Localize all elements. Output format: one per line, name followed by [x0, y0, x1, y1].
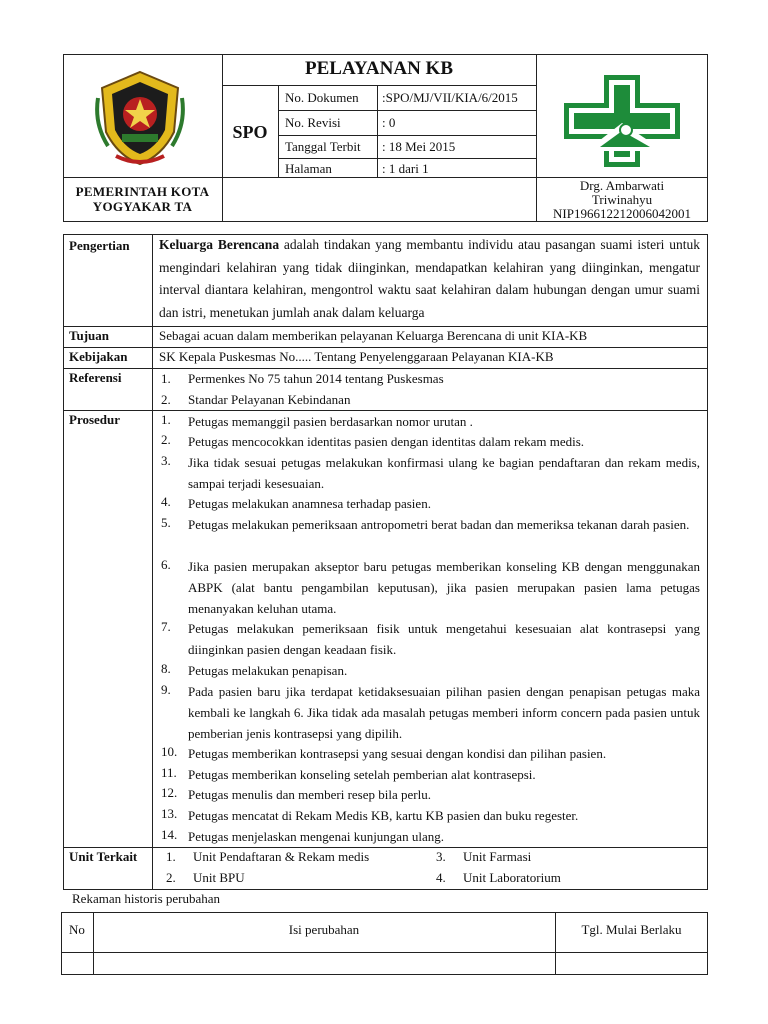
prosedur-step-num: 11. [161, 765, 177, 780]
unit-item: Unit Farmasi [463, 849, 532, 864]
prosedur-step: Petugas melakukan pemeriksaan antropometri berat badan dan memeriksa tekanan darah pasien. [188, 517, 690, 532]
field-label-revisi: No. Revisi [285, 115, 341, 130]
history-caption: Rekaman historis perubahan [72, 891, 221, 906]
pengertian-definition: adalah tindakan yang membantu individu atau pasangan suami isteri untuk mengindari kelahiran yang tidak diinginkan, mendapatkan kelahiran yang diinginkan, mengatur interval diantara kelahiran, mengontrol waktu saat kelahiran dalam hubungan dengan umur suami dan istri, menetukan jumlah anak dalam keluarga [159, 237, 700, 320]
prosedur-step: Petugas mencatat di Rekam Medis KB, kartu KB pasien dan buku regester. [188, 808, 579, 823]
unit-num: 3. [436, 849, 446, 864]
prosedur-step: Petugas memberikan kontrasepsi yang sesuai dengan kondisi dan pilihan pasien. [188, 746, 607, 761]
unit-item: Unit BPU [193, 870, 245, 885]
prosedur-step-num: 6. [161, 557, 171, 572]
kebijakan-label: Kebijakan [69, 349, 128, 364]
prosedur-label: Prosedur [69, 412, 121, 427]
org-name-line1: PEMERINTAH KOTA [75, 184, 210, 199]
prosedur-step: Petugas melakukan penapisan. [188, 663, 348, 678]
unit-num: 1. [166, 849, 176, 864]
referensi-item-1: Permenkes No 75 tahun 2014 tentang Puskesmas [188, 371, 444, 386]
prosedur-step: Pada pasien baru jika terdapat ketidaksesuaian pilihan pasien dengan penapisan petugas maka kembali ke langkah 6. Jika tidak ada masalah petugas memberi inform concern pada pasien untuk pemberian jenis kontrasepsi yang dipilih. [188, 684, 700, 741]
referensi-item-2: Standar Pelayanan Kebindanan [188, 392, 351, 407]
unit-item: Unit Laboratorium [463, 870, 561, 885]
history-col-tgl: Tgl. Mulai Berlaku [581, 922, 682, 937]
field-value-dokumen: :SPO/MJ/VII/KIA/6/2015 [382, 90, 518, 105]
signer-nip: NIP196612212006042001 [553, 206, 691, 221]
field-value-halaman: : 1 dari 1 [382, 161, 429, 176]
org-name-line2: YOGYAKAR TA [92, 199, 193, 214]
field-label-dokumen: No. Dokumen [285, 90, 359, 105]
tujuan-text: Sebagai acuan dalam memberikan pelayanan Keluarga Berencana di unit KIA-KB [159, 328, 588, 343]
prosedur-step: Petugas memberikan konseling setelah pemberian alat kontrasepsi. [188, 767, 536, 782]
prosedur-step: Petugas melakukan pemeriksaan fisik untuk mengetahui kesesuaian alat kontrasepsi yang diinginkan pasien dengan keadaan fisik. [188, 621, 700, 657]
prosedur-step: Petugas menulis dan memberi resep bila perlu. [188, 787, 431, 802]
prosedur-step-num: 13. [161, 806, 178, 821]
spo-label: SPO [232, 122, 268, 142]
yogyakarta-crest-icon [92, 68, 188, 168]
kebijakan-text: SK Kepala Puskesmas No..... Tentang Penyelenggaraan Pelayanan KIA-KB [159, 349, 554, 364]
unit-num: 4. [436, 870, 446, 885]
field-value-tanggal: : 18 Mei 2015 [382, 139, 456, 154]
signer-name-line1: Drg. Ambarwati [579, 178, 665, 193]
pengertian-label: Pengertian [69, 238, 130, 253]
page-title: PELAYANAN KB [305, 58, 453, 79]
field-label-tanggal: Tanggal Terbit [285, 139, 361, 154]
prosedur-step: Petugas mencocokkan identitas pasien dengan identitas dalam rekam medis. [188, 434, 585, 449]
signer-name-line2: Triwinahyu [591, 192, 653, 207]
puskesmas-cross-icon [562, 73, 682, 169]
pengertian-term: Keluarga Berencana [159, 237, 280, 252]
prosedur-step-num: 7. [161, 619, 171, 634]
prosedur-step: Petugas memanggil pasien berdasarkan nomor urutan . [188, 414, 473, 429]
prosedur-step-num: 1. [161, 412, 171, 427]
history-col-isi: Isi perubahan [288, 922, 360, 937]
referensi-num-2: 2. [161, 392, 171, 407]
field-label-halaman: Halaman [285, 161, 332, 176]
prosedur-step: Petugas menjelaskan mengenai kunjungan ulang. [188, 829, 444, 844]
history-col-no: No [69, 922, 85, 937]
prosedur-step-num: 14. [161, 827, 178, 842]
prosedur-step-num: 2. [161, 432, 171, 447]
pengertian-text [159, 234, 700, 324]
unit-num: 2. [166, 870, 176, 885]
unit-terkait-label: Unit Terkait [69, 849, 138, 864]
referensi-num-1: 1. [161, 371, 171, 386]
prosedur-step: Jika pasien merupakan akseptor baru petugas memberikan konseling KB dengan menggunakan ABPK (alat bantu pengambilan keputusan), jika pasien merupakan pasien lama petugas menanyakan keluhan utama. [188, 559, 700, 616]
prosedur-step-num: 10. [161, 744, 178, 759]
tujuan-label: Tujuan [69, 328, 109, 343]
referensi-label: Referensi [69, 370, 122, 385]
field-value-revisi: : 0 [382, 115, 396, 130]
prosedur-step-num: 8. [161, 661, 171, 676]
prosedur-step: Petugas melakukan anamnesa terhadap pasien. [188, 496, 431, 511]
prosedur-step-num: 3. [161, 453, 171, 468]
unit-item: Unit Pendaftaran & Rekam medis [193, 849, 370, 864]
prosedur-step-num: 5. [161, 515, 171, 530]
prosedur-step-num: 4. [161, 494, 171, 509]
prosedur-step-num: 12. [161, 785, 178, 800]
prosedur-step-num: 9. [161, 682, 171, 697]
prosedur-step: Jika tidak sesuai petugas melakukan konfirmasi ulang ke bagian pendaftaran dan rekam medis, sampai terjadi kesesuaian. [188, 455, 700, 491]
